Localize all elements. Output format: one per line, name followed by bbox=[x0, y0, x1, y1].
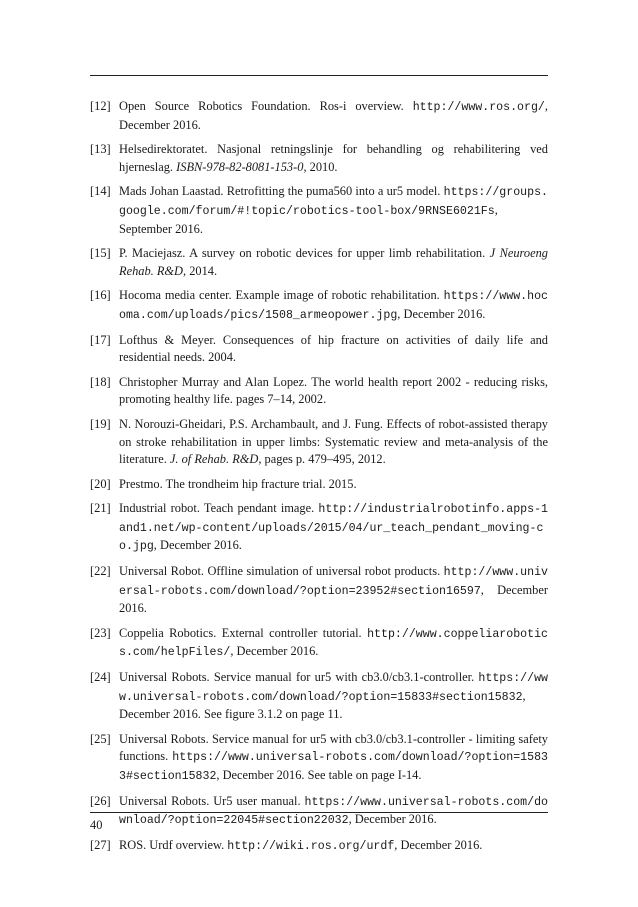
reference-url[interactable]: https://www.universal-robots.com/download/?option=15833#section15832 bbox=[119, 751, 548, 783]
reference-text: Universal Robots. Ur5 user manual. bbox=[119, 793, 305, 808]
reference-entry bbox=[90, 287, 548, 324]
reference-number: [14] bbox=[90, 184, 111, 199]
reference-entry bbox=[90, 374, 548, 409]
reference-url[interactable]: https://groups.google.com/forum/#!topic/robotics-tool-box/9RNSE6021Fs bbox=[119, 186, 548, 218]
reference-url[interactable]: https://www.universal-robots.com/download/?option=22045#section22032 bbox=[119, 795, 548, 828]
reference-text: , December 2016. bbox=[397, 306, 486, 321]
reference-text: Universal Robots. Service manual for ur5 with cb3.0/cb3.1-controller. bbox=[119, 670, 479, 685]
reference-number: [17] bbox=[90, 332, 111, 347]
reference-text: Open Source Robotics Foundation. Ros-i overview. bbox=[119, 99, 413, 113]
reference-text: , December 2016. bbox=[119, 582, 548, 616]
reference-text: , December 2016. bbox=[119, 99, 548, 132]
reference-entry bbox=[90, 476, 548, 494]
reference-number: [24] bbox=[90, 670, 111, 685]
reference-text: , December 2016. See table on page I-14. bbox=[216, 768, 422, 782]
reference-number: [23] bbox=[90, 625, 111, 640]
reference-text: Helsedirektoratet. Nasjonal retningslinje for behandling og rehabilitering ved hjerneslag. bbox=[119, 142, 548, 174]
reference-number: [20] bbox=[90, 476, 111, 491]
reference-text: Universal Robot. Offline simulation of universal robot products. bbox=[119, 564, 444, 579]
reference-text: P. Maciejasz. A survey on robotic devices for upper limb rehabilitation. bbox=[119, 246, 490, 261]
reference-text: Industrial robot. Teach pendant image. bbox=[119, 501, 319, 516]
reference-text: Universal Robots. Service manual for ur5 with cb3.0/cb3.1-controller - limiting safety functions. bbox=[119, 731, 548, 764]
reference-url[interactable]: http://industrialrobotinfo.apps-1and1.net/wp-content/uploads/2015/04/ur_teach_pendant_moving-co.jpg bbox=[119, 503, 548, 554]
reference-italic-text: J Neuroeng Rehab. R&D bbox=[119, 246, 548, 278]
reference-entry bbox=[90, 332, 548, 367]
reference-number: [26] bbox=[90, 793, 111, 808]
reference-entry bbox=[90, 563, 548, 618]
reference-number: [12] bbox=[90, 99, 111, 113]
reference-text: Christopher Murray and Alan Lopez. The world health report 2002 - reducing risks, promoting healthy life. pages 7–14, 2002. bbox=[119, 374, 548, 407]
reference-entry bbox=[90, 669, 548, 724]
reference-italic-text: ISBN-978-82-8081-153-0 bbox=[176, 159, 304, 174]
reference-number: [16] bbox=[90, 288, 111, 303]
reference-text: , September 2016. bbox=[119, 202, 498, 236]
reference-text: , December 2016. bbox=[348, 812, 437, 827]
reference-text: Mads Johan Laastad. Retrofitting the puma560 into a ur5 model. bbox=[119, 184, 444, 199]
reference-entry bbox=[90, 245, 548, 280]
reference-text: , December 2016. bbox=[394, 837, 483, 852]
reference-list bbox=[90, 98, 548, 862]
reference-url[interactable]: http://www.ros.org/ bbox=[412, 101, 545, 114]
reference-url[interactable]: https://www.hocoma.com/uploads/pics/1508_armeopower.jpg bbox=[119, 290, 548, 322]
reference-number: [19] bbox=[90, 416, 111, 431]
reference-entry bbox=[90, 98, 548, 134]
reference-text: Hocoma media center. Example image of robotic rehabilitation. bbox=[119, 288, 444, 303]
reference-url[interactable]: http://wiki.ros.org/urdf bbox=[227, 839, 395, 853]
reference-entry bbox=[90, 837, 548, 856]
reference-text: ROS. Urdf overview. bbox=[119, 837, 228, 852]
reference-text: , 2014. bbox=[183, 263, 218, 278]
reference-number: [18] bbox=[90, 374, 111, 389]
reference-url[interactable]: http://www.coppeliarobotics.com/helpFiles/ bbox=[119, 627, 548, 660]
reference-url[interactable]: http://www.universal-robots.com/download/?option=23952#section16597 bbox=[119, 566, 548, 598]
reference-entry bbox=[90, 500, 548, 556]
reference-text: , pages p. 479–495, 2012. bbox=[258, 452, 386, 467]
reference-number: [15] bbox=[90, 246, 111, 261]
reference-number: [13] bbox=[90, 142, 111, 157]
reference-entry bbox=[90, 625, 548, 662]
reference-entry bbox=[90, 416, 548, 469]
reference-text: Prestmo. The trondheim hip fracture trial. 2015. bbox=[119, 476, 357, 491]
page-number: 40 bbox=[90, 818, 103, 832]
header-rule bbox=[90, 75, 548, 76]
reference-entry bbox=[90, 731, 548, 786]
reference-text: , December 2016. bbox=[153, 538, 242, 553]
reference-number: [21] bbox=[90, 501, 111, 516]
reference-number: [25] bbox=[90, 731, 111, 746]
footer-rule bbox=[90, 812, 548, 813]
reference-number: [22] bbox=[90, 564, 111, 579]
reference-text: Lofthus & Meyer. Consequences of hip fracture on activities of daily life and residential needs. 2004. bbox=[119, 332, 548, 365]
reference-italic-text: J. of Rehab. R&D bbox=[169, 452, 259, 467]
reference-text: , 2010. bbox=[303, 159, 338, 174]
reference-url[interactable]: https://www.universal-robots.com/download/?option=15833#section15832 bbox=[119, 672, 548, 704]
reference-text: N. Norouzi-Gheidari, P.S. Archambault, and J. Fung. Effects of robot-assisted therapy on stroke rehabilitation in upper limbs: Systematic review and meta-analysis of the literature. bbox=[119, 416, 548, 467]
reference-number: [27] bbox=[90, 837, 111, 852]
reference-entry bbox=[90, 141, 548, 176]
reference-text: , December 2016. bbox=[230, 644, 319, 659]
reference-text: Coppelia Robotics. External controller tutorial. bbox=[119, 625, 368, 640]
reference-text: , December 2016. See figure 3.1.2 on page 11. bbox=[119, 688, 526, 722]
reference-entry bbox=[90, 183, 548, 238]
